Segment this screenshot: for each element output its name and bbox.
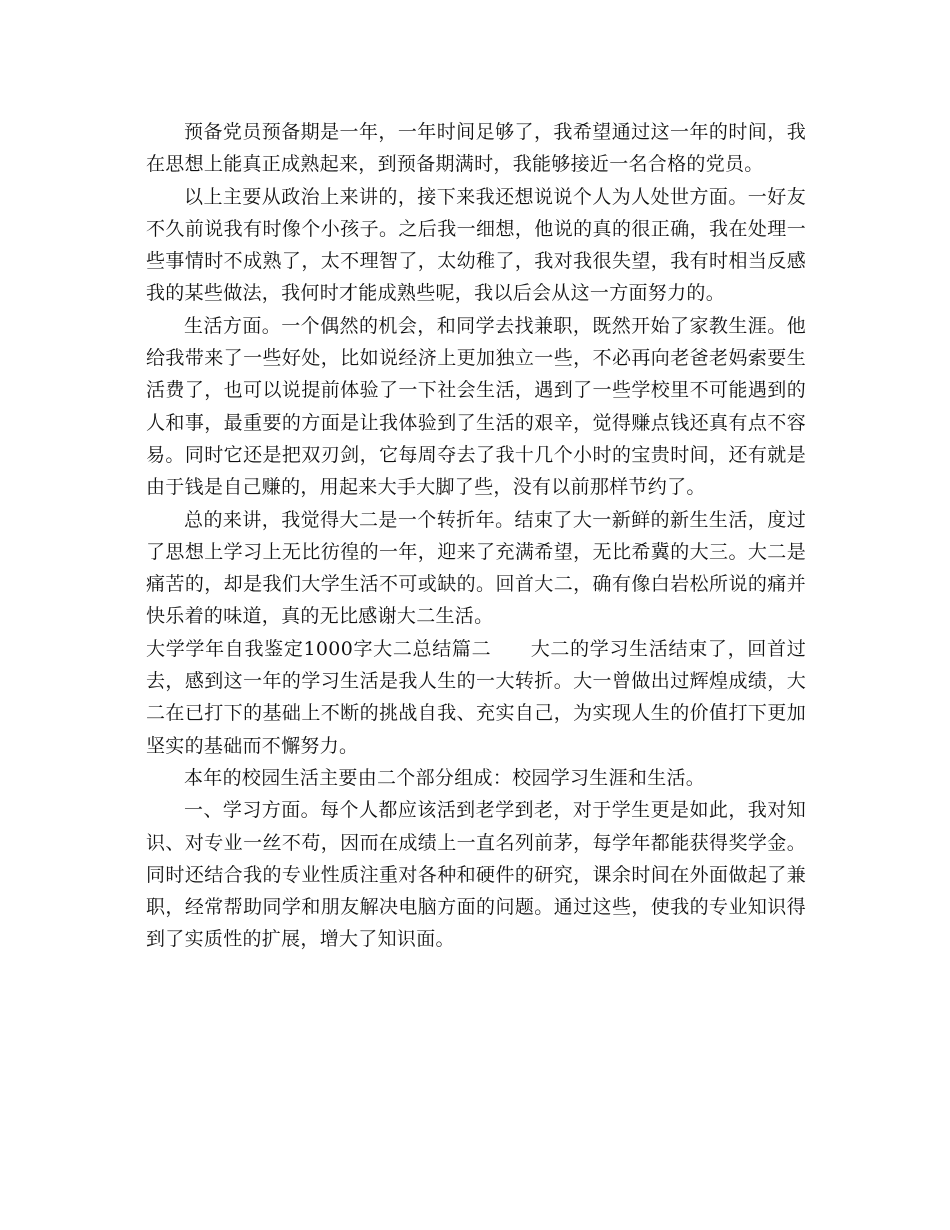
paragraph-life: 生活方面。一个偶然的机会，和同学去找兼职，既然开始了家教生涯。他给我带来了一些好处，比如说经济上更加独立一些，不必再向老爸老妈索要生活费了，也可以说提前体验了一下社会生活，遇到了一些学校里不可能遇到的人和事，最重要的方面是让我体验到了生活的艰辛，觉得赚点钱还真有点不容易。同时它还是把双刃剑，它每周夺去了我十几个小时的宝贵时间，还有就是由于钱是自己赚的，用起来大手大脚了些，没有以前那样节约了。 [146,314,806,499]
paragraph-probation: 预备党员预备期是一年，一年时间足够了，我希望通过这一年的时间，我在思想上能真正成熟起来，到预备期满时，我能够接近一名合格的党员。 [146,121,806,176]
paragraph-campus-life: 本年的校园生活主要由二个部分组成：校园学习生涯和生活。 [184,766,706,789]
paragraph-summary: 总的来讲，我觉得大二是一个转折年。结束了大一新鲜的新生生活，度过了思想上学习上无比彷徨的一年，迎来了充满希望，无比希冀的大三。大二是痛苦的，却是我们大学生活不可或缺的。回首大二，确有像白岩松所说的痛并快乐着的味道，真的无比感谢大二生活。 [146,508,806,628]
section-heading: 大学学年自我鉴定1000字大二总结篇二 [146,637,492,660]
document-body [146,116,806,956]
paragraph-personal-conduct: 以上主要从政治上来讲的，接下来我还想说说个人为人处世方面。一好友不久前说我有时像个小孩子。之后我一细想，他说的真的很正确，我在处理一些事情时不成熟了，太不理智了，太幼稚了，我对我很失望，我有时相当反感我的某些做法，我何时才能成熟些呢，我以后会从这一方面努力的。 [146,185,806,305]
section-first-text: 大二的学习生活结束了，回首过去，感到这一年的学习生活是我人生的一大转折。大一曾做出过辉煌成绩，大二在已打下的基础上不断的挑战自我、充实自己，为实现人生的价值打下更加坚实的基础而不懈努力。 [146,637,806,757]
section-two-paragraph [146,633,806,762]
paragraph-study: 一、学习方面。每个人都应该活到老学到老，对于学生更是如此，我对知识、对专业一丝不苟，因而在成绩上一直名列前茅，每学年都能获得奖学金。同时还结合我的专业性质注重对各种和硬件的研究，课余时间在外面做起了兼职，经常帮助同学和朋友解决电脑方面的问题。通过这些，使我的专业知识得到了实质性的扩展，增大了知识面。 [146,799,806,951]
section-heading-gap [491,638,530,660]
